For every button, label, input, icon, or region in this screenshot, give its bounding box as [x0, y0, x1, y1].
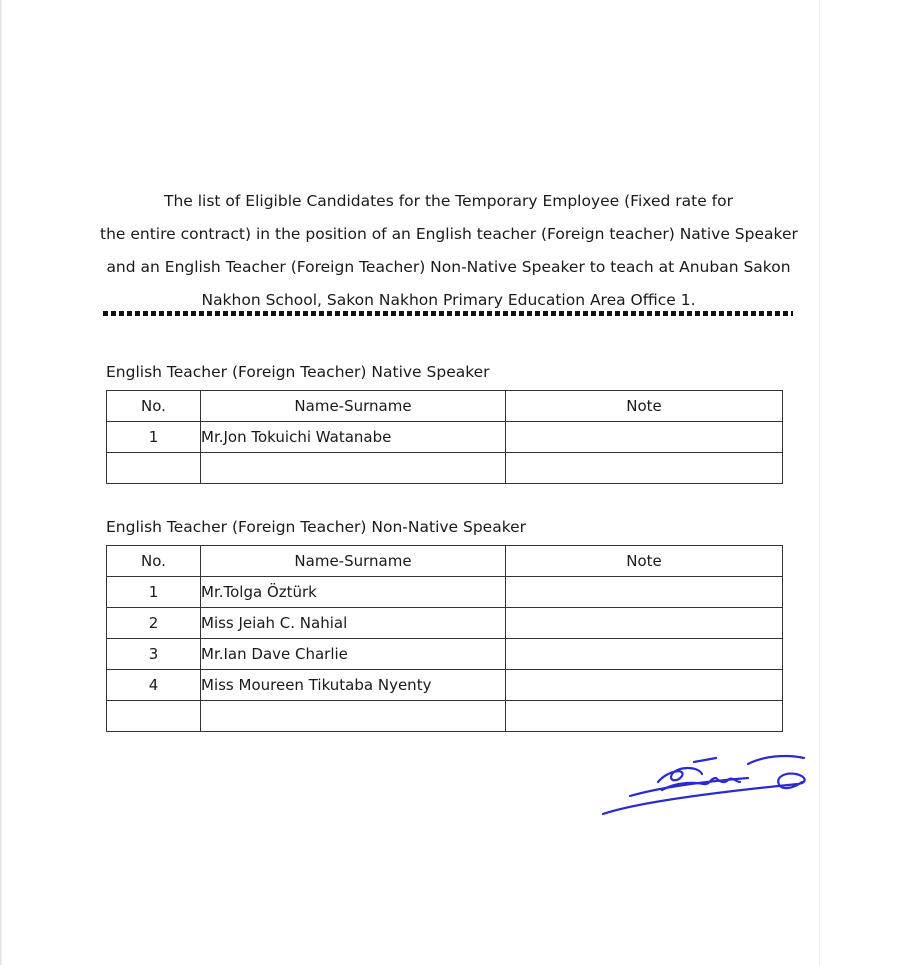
cell-note [506, 577, 783, 608]
page-left-edge [0, 0, 2, 965]
column-header-name-surname: Name-Surname [201, 391, 506, 422]
column-header-no: No. [107, 546, 201, 577]
cell-name-surname: Mr.Tolga Öztürk [201, 577, 506, 608]
table-row [107, 453, 783, 484]
cell-name-surname [201, 453, 506, 484]
column-header-name-surname: Name-Surname [201, 546, 506, 577]
cell-name-surname: Mr.Ian Dave Charlie [201, 639, 506, 670]
dotted-divider [103, 311, 793, 316]
column-header-note: Note [506, 546, 783, 577]
table-row [107, 670, 783, 701]
cell-no [107, 453, 201, 484]
cell-no [107, 701, 201, 732]
column-header-no: No. [107, 391, 201, 422]
heading-line-3: and an English Teacher (Foreign Teacher) Non-Native Speaker to teach at Anuban Sakon [106, 258, 791, 276]
column-header-note: Note [506, 391, 783, 422]
cell-note [506, 422, 783, 453]
cell-no: 1 [107, 577, 201, 608]
cell-note [506, 670, 783, 701]
cell-note [506, 639, 783, 670]
cell-note [506, 701, 783, 732]
heading-line-1: The list of Eligible Candidates for the Temporary Employee (Fixed rate for [163, 192, 733, 210]
table-row [107, 701, 783, 732]
cell-no: 1 [107, 422, 201, 453]
native-speaker-table [106, 390, 783, 484]
cell-no: 4 [107, 670, 201, 701]
cell-note [506, 608, 783, 639]
native-speaker-section-title: English Teacher (Foreign Teacher) Native Speaker [106, 363, 490, 381]
table-row [107, 422, 783, 453]
document-heading [100, 185, 797, 317]
non-native-speaker-table [106, 545, 783, 732]
cell-name-surname: Miss Jeiah C. Nahial [201, 608, 506, 639]
heading-line-4: Nakhon School, Sakon Nakhon Primary Education Area Office 1. [201, 291, 696, 309]
page-fold-line [819, 0, 820, 965]
table-row [107, 577, 783, 608]
handwritten-signature [598, 752, 810, 822]
heading-line-2: the entire contract) in the position of an English teacher (Foreign teacher) Native Speaker [100, 225, 798, 243]
cell-name-surname [201, 701, 506, 732]
table-row [107, 639, 783, 670]
cell-no: 2 [107, 608, 201, 639]
table-header-row [107, 391, 783, 422]
cell-no: 3 [107, 639, 201, 670]
cell-name-surname: Miss Moureen Tikutaba Nyenty [201, 670, 506, 701]
cell-note [506, 453, 783, 484]
table-row [107, 608, 783, 639]
cell-name-surname: Mr.Jon Tokuichi Watanabe [201, 422, 506, 453]
non-native-speaker-section-title: English Teacher (Foreign Teacher) Non-Native Speaker [106, 518, 527, 536]
table-header-row [107, 546, 783, 577]
